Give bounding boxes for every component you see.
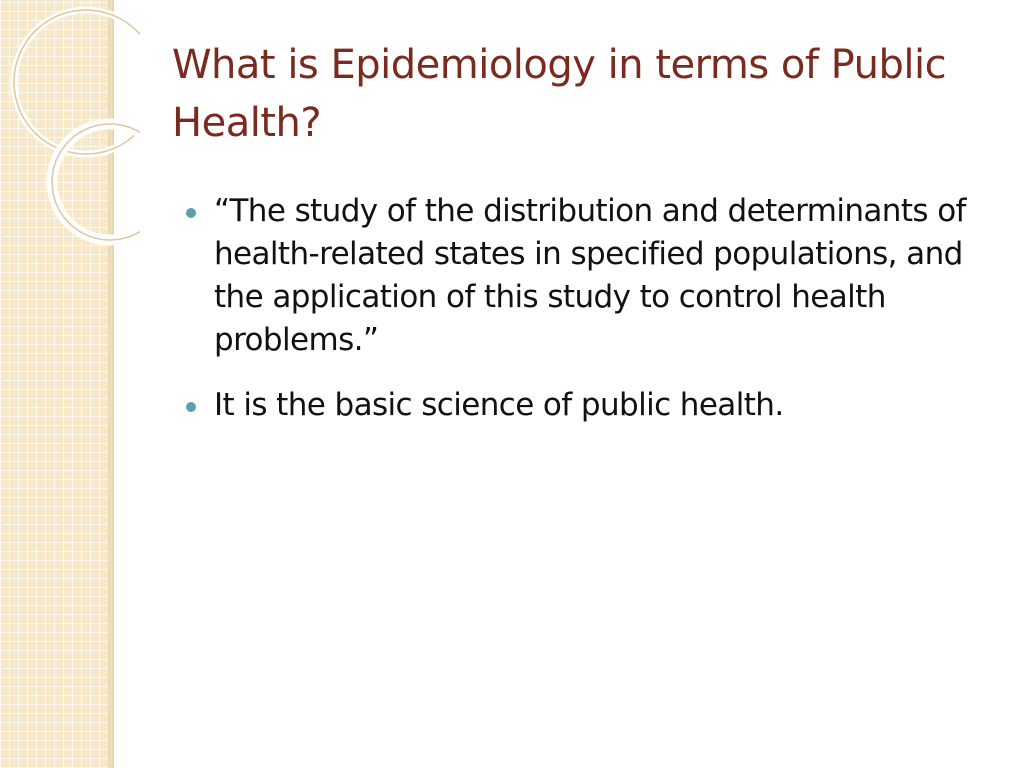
bullet-text: It is the basic science of public health. <box>214 387 784 423</box>
slide-title: What is Epidemiology in terms of Public Health? <box>172 42 947 146</box>
bullet-text: “The study of the distribution and determinants of health-related states in specified populations, and the application of this study to control health problems.” <box>214 193 966 358</box>
bullet-dot-icon <box>186 402 196 412</box>
bullet-dot-icon <box>186 208 196 218</box>
decorative-rings-icon <box>0 0 140 260</box>
bullet-item <box>186 190 986 362</box>
bullet-list <box>186 190 986 449</box>
bullet-item <box>186 384 986 427</box>
